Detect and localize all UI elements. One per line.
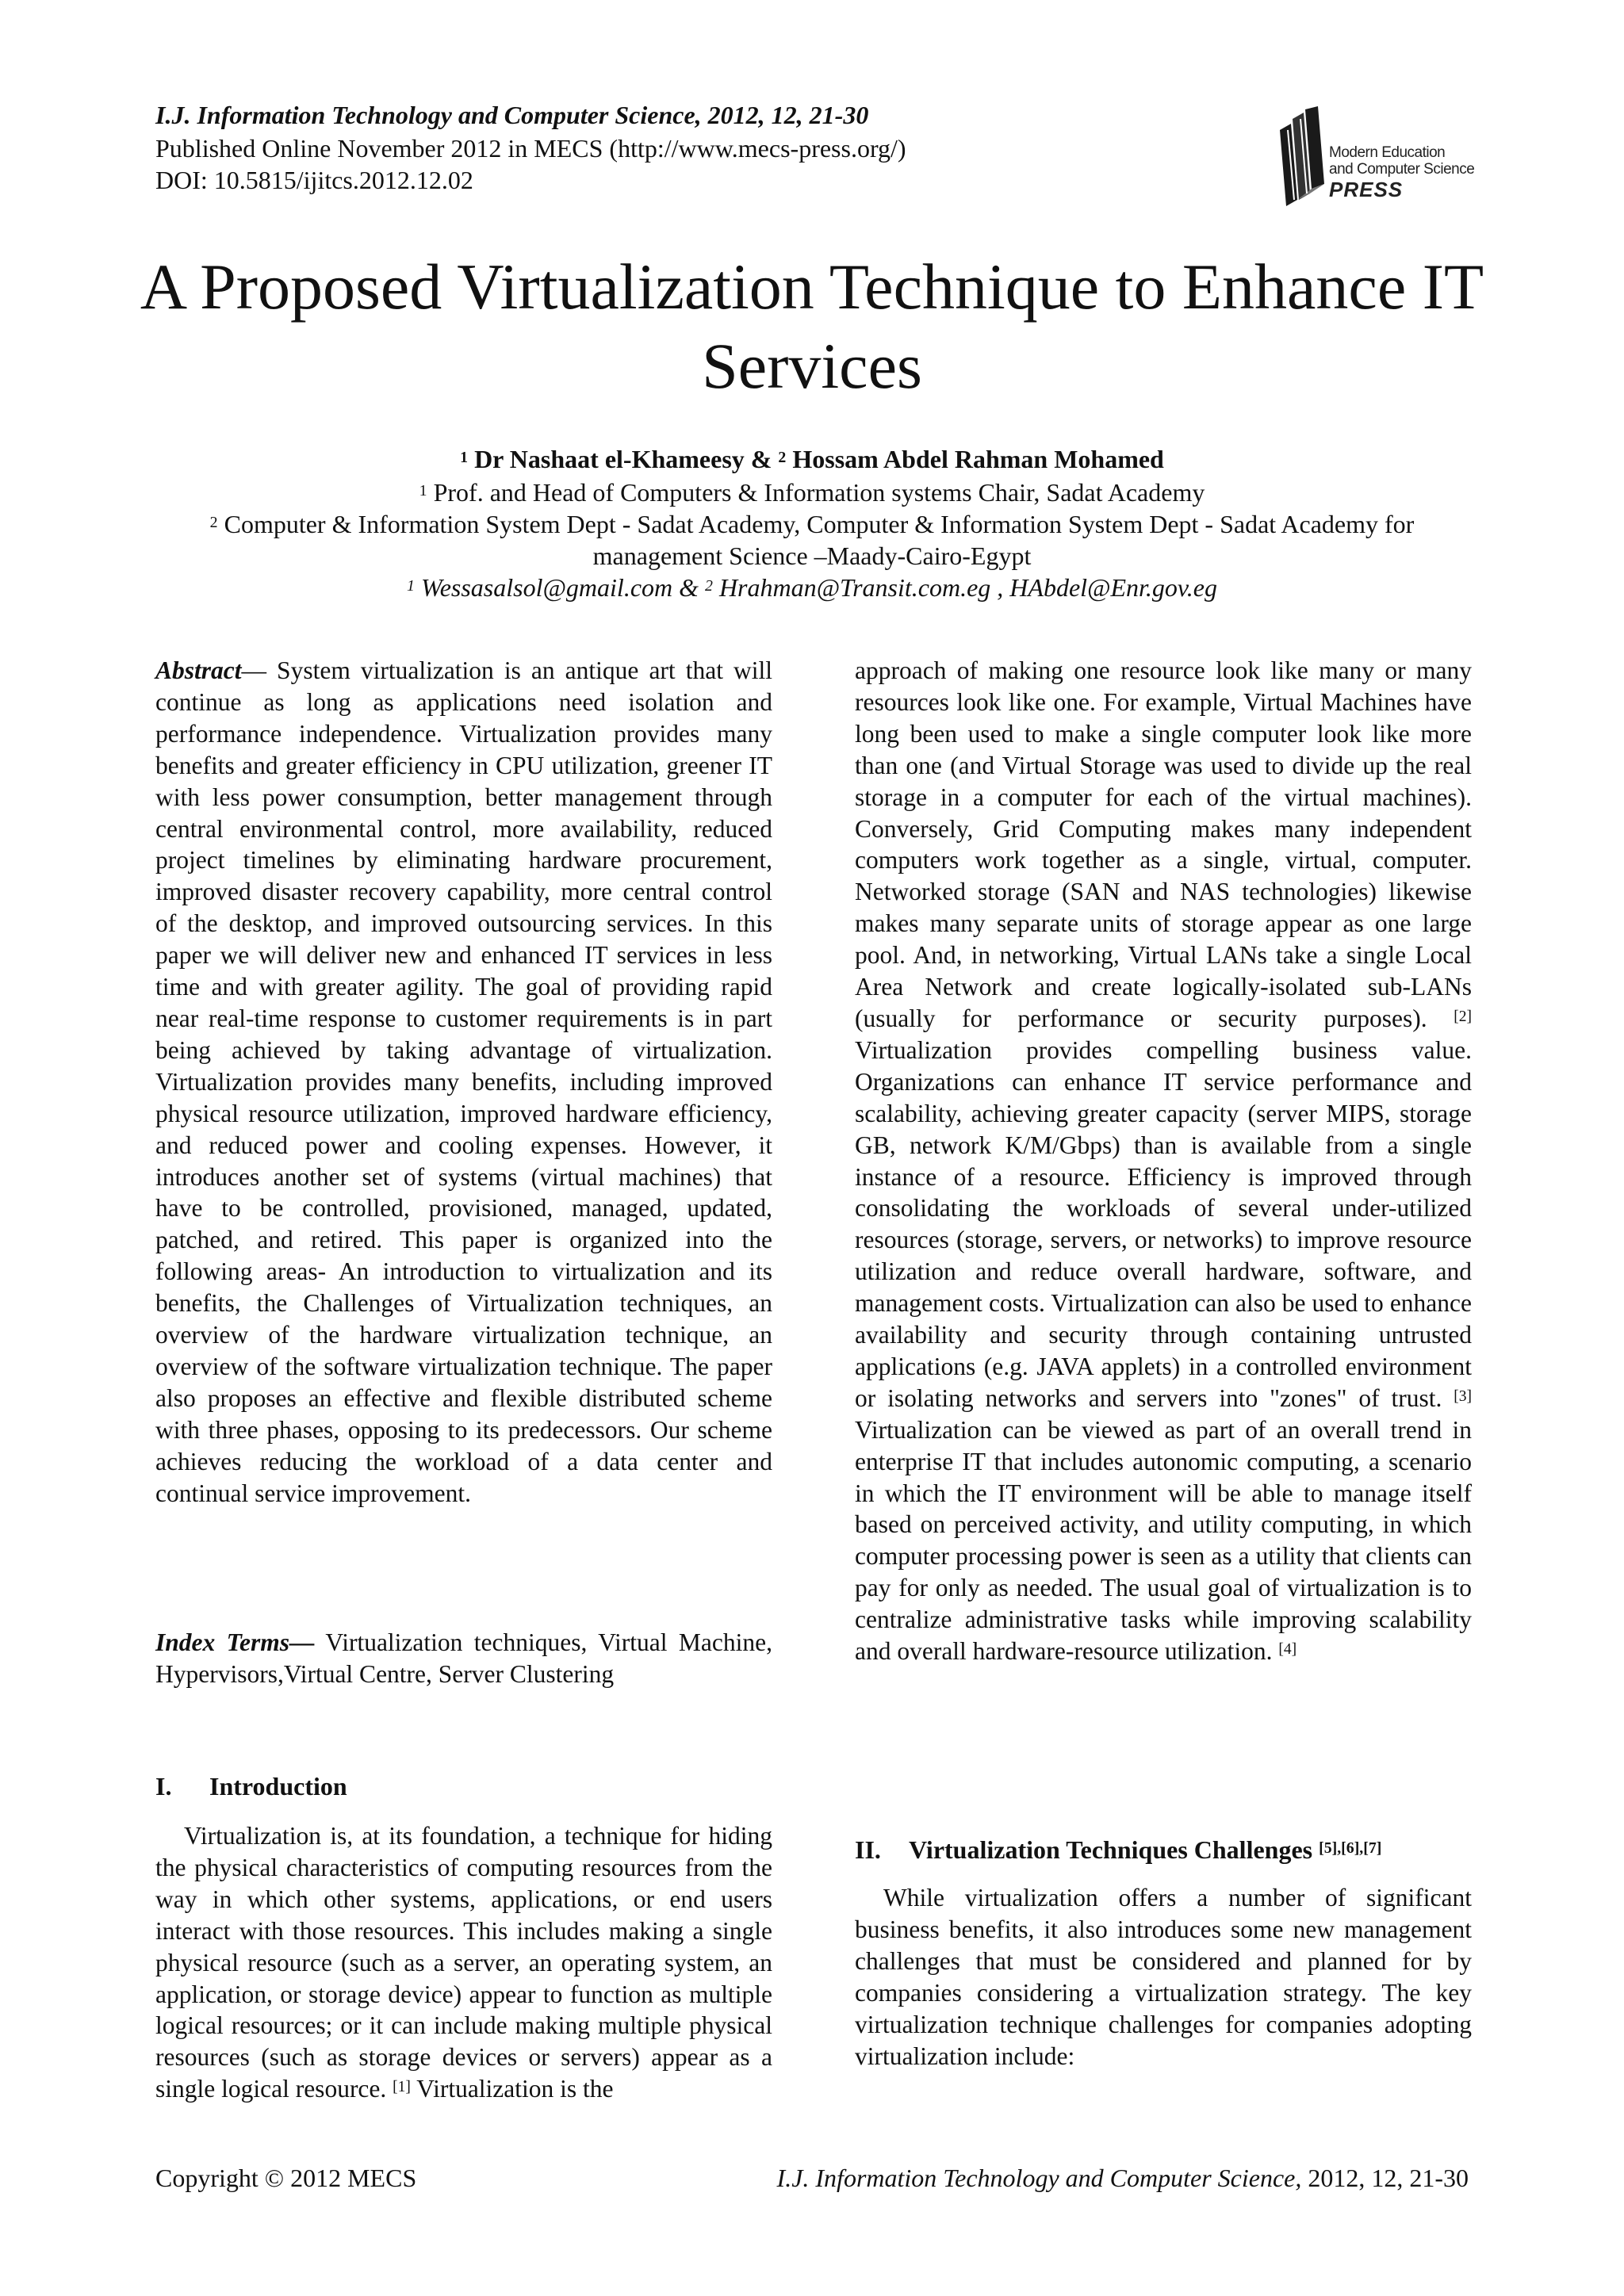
section-title: Introduction [209,1772,347,1800]
logo-text-line2: and Computer Science [1329,161,1475,178]
email-sup: 1 [407,577,415,595]
section-heading [855,1835,1472,1866]
paragraph-text: Virtualization provides compelling business value. Organizations can enhance IT service performance and scalability, achieving greater capacity (server MIPS, storage GB, network K/M/Gbps) than is available from a single instance of a resource. Efficiency is improved through consolidating the workloads of several under-utilized resources (storage, servers, or networks) to improve resource utilization and reduce overall hardware, software, and management costs. Virtualization can also be used to enhance availability and security through containing untrusted applications (e.g. JAVA applets) in a controlled environment or isolating networks and servers into "zones" of trust. [855,1035,1472,1412]
citation: [5],[6],[7] [1319,1839,1382,1858]
logo-text-press: PRESS [1329,178,1404,201]
author-list [111,444,1513,474]
footer-copyright: Copyright © 2012 MECS [155,2164,417,2192]
paragraph-text: Virtualization is, at its foundation, a technique for hiding the physical characteristics of computing resources from the way in which other systems, applications, or end users interact with those resources. This includes making a single physical resource (such as a server, an operating system, an application, or storage device) appear to function as multiple logical resources; or it can include making multiple physical resources (such as storage devices or servers) appear as a single logical resource. [155,1822,772,2103]
author-sup: 2 [778,449,787,467]
author-emails [111,572,1513,603]
affiliation-text: Computer & Information System Dept - Sadat Academy, Computer & Information System Dept - Sadat Academy for [217,510,1415,538]
paragraph-text: Virtualization is the [410,2075,614,2103]
email-text: Wessasalsol@gmail.com & [414,573,706,602]
index-terms-text: Virtualization techniques, Virtual Machine, Hypervisors,Virtual Centre, Server Clustering [155,1628,773,1688]
author-name: Dr Nashaat el-Khameesy & [468,445,779,473]
index-terms [155,1627,772,1690]
abstract-label: Abstract [155,656,242,684]
citation: [2] [1454,1008,1472,1026]
index-terms-label: Index Terms— [155,1628,315,1656]
abstract-text: — System virtualization is an antique art that will continue as long as applications need isolation and performance independence. Virtualization provides many benefits and greater efficiency in CPU utilization, greener IT with less power consumption, better management through central environmental control, more availability, reduced project timelines by eliminating hardware procurement, improved disaster recovery capability, more central control of the desktop, and improved outsourcing services. In this paper we will deliver new and enhanced IT services in less time and with greater agility. The goal of providing rapid near real-time response to customer requirements is in part being achieved by taking advantage of virtualization. Virtualization provides many benefits, including improved physical resource utilization, improved hardware efficiency, and reduced power and cooling expenses. However, it introduces another set of systems (virtual machines) that have to be controlled, provisioned, managed, updated, patched, and retired. This paper is organized into the following areas- An introduction to virtualization and its benefits, the Challenges of Virtualization techniques, an overview of the hardware virtualization technique, an overview of the software virtualization technique. The paper also proposes an effective and flexible distributed scheme with three phases, opposing to its predecessors. Our scheme achieves reducing the workload of a data center and continual service improvement. [155,656,772,1507]
affiliation-sup: 1 [419,482,427,500]
publisher-logo [1277,101,1483,212]
section-number: I. [155,1772,172,1800]
journal-citation: I.J. Information Technology and Computer Science, 2012, 12, 21-30 [155,101,869,129]
section2-body [855,1882,1472,2072]
publication-info: Published Online November 2012 in MECS (http://www.mecs-press.org/) [155,134,906,163]
email-sup: 2 [705,577,713,595]
footer-journal [777,2163,1469,2193]
section-number: II. [855,1835,881,1864]
citation: [1] [393,2079,411,2096]
abstract [155,655,772,1509]
section-heading [155,1771,772,1803]
paragraph-text: While virtualization offers a number of significant business benefits, it also introduces some new management challenges that must be considered and planned for by companies considering a virtualization strategy. The key virtualization technique challenges for companies adopting virtualization include: [855,1884,1472,2070]
affiliation [111,509,1513,539]
doi: DOI: 10.5815/ijitcs.2012.12.02 [155,166,473,194]
footer-issue: 2012, 12, 21-30 [1301,2164,1469,2192]
paragraph-text: Virtualization can be viewed as part of an overall trend in enterprise IT that includes autonomic computing, a scenario in which the IT environment will be able to manage itself based on perceived activity, and utility computing, in which computer processing power is seen as a utility that clients can pay for only as needed. The usual goal of virtualization is to centralize administrative tasks while improving scalability and overall hardware-resource utilization. [855,1415,1472,1666]
section-title: Virtualization Techniques Challenges [909,1835,1320,1864]
email-text: Hrahman@Transit.com.eg , HAbdel@Enr.gov.eg [712,573,1217,602]
book-stack-icon [1277,106,1329,208]
affiliation-text: Prof. and Head of Computers & Information systems Chair, Sadat Academy [427,478,1205,507]
affiliation-continued: management Science –Maady-Cairo-Egypt [592,541,1032,570]
author-sup: 1 [460,449,469,467]
footer-journal-name: I.J. Information Technology and Computer Science, [776,2164,1302,2192]
affiliation-sup: 2 [209,514,218,532]
author-name: Hossam Abdel Rahman Mohamed [786,445,1164,473]
right-column-body [855,655,1472,1667]
paper-title: A Proposed Virtualization Technique to Enhance IT Services [140,251,1484,402]
citation: [4] [1278,1641,1297,1659]
citation: [3] [1454,1388,1472,1406]
paragraph-text: approach of making one resource look like many or many resources look like one. For example, Virtual Machines have long been used to make a single computer look like more than one (and Virtual Storage was used to divide up the real storage in a computer for each of the virtual machines). Conversely, Grid Computing makes many independent computers work together as a single, virtual, computer. Networked storage (SAN and NAS technologies) likewise makes many separate units of storage appear as one large pool. And, in networking, Virtual LANs take a single Local Area Network and create logically-isolated sub-LANs (usually for performance or security purposes). [855,656,1472,1032]
logo-text-line1: Modern Education [1329,144,1446,161]
affiliation [111,477,1513,507]
introduction-body [155,1820,772,2105]
